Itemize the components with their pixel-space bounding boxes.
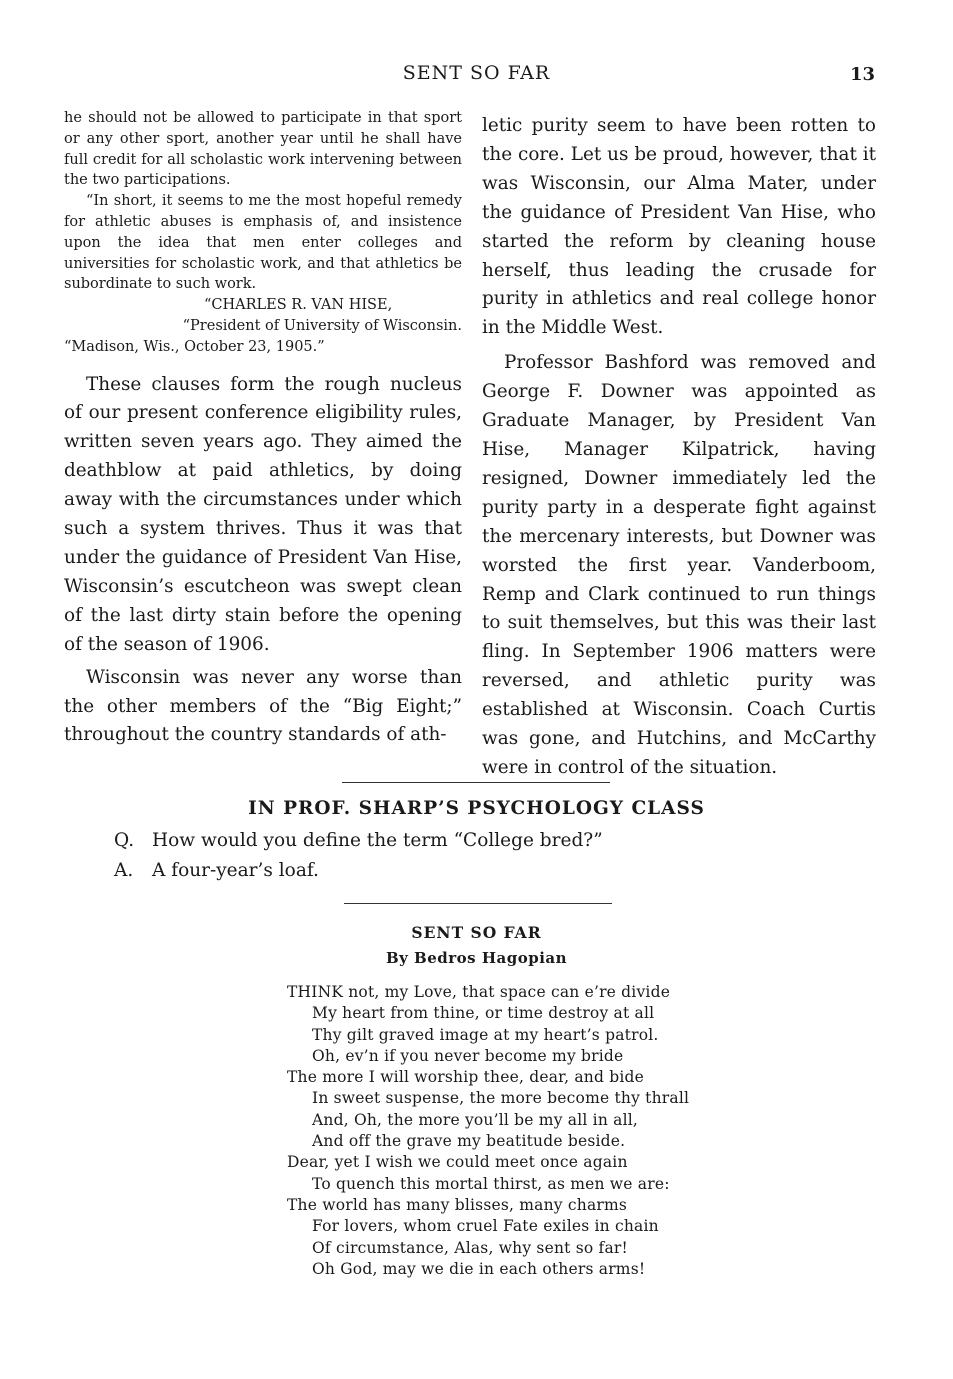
- answer-label: A.: [114, 860, 134, 881]
- section-divider: [342, 782, 610, 783]
- answer-line: [114, 860, 319, 881]
- poem-title: SENT SO FAR: [411, 923, 542, 942]
- paragraph: letic purity seem to have been rotten to the core. Let us be proud, however, that it was Wisconsin, our Alma Mater, under the guidance of President Van Hise, who started the reform by cleaning house herself, thus leading the crusade for purity in athletics and real college honor in the Middle West.: [482, 115, 876, 339]
- answer-text: A four-year’s loaf.: [152, 860, 319, 881]
- psychology-heading: IN PROF. SHARP’S PSYCHOLOGY CLASS: [248, 798, 705, 819]
- page-number: 13: [849, 64, 875, 85]
- quote-paragraph-2: “In short, it seems to me the most hopeful remedy for athletic abuses is emphasis of, and insistence upon the idea that men enter colleges and universities for scholastic work, and that athletics be subordinate to such work.: [64, 193, 462, 293]
- poem-line: Oh God, may we die in each others arms!: [312, 1259, 646, 1278]
- paragraph: Professor Bashford was removed and George F. Downer was appointed as Graduate Manager, by President Van Hise, Manager Kilpatrick, having resigned, Downer immediately led the purity party in a desperate fight against the mercenary interests, but Downer was worsted the first year. Vanderboom, Remp and Clark continued to run things to suit themselves, but this was their last fling. In September 1906 matters were reversed, and athletic purity was established at Wisconsin. Coach Curtis was gone, and Hutchins, and McCarthy were in control of the situation.: [482, 352, 876, 778]
- section-divider: [344, 903, 612, 904]
- left-column: [64, 108, 462, 750]
- question-text: How would you define the term “College bred?”: [152, 830, 603, 851]
- poem-line: To quench this mortal thirst, as men we are:: [312, 1174, 670, 1193]
- poem-line: THINK not, my Love, that space can e’re divide: [287, 983, 671, 1001]
- poem-line: Oh, ev’n if you never become my bride: [312, 1046, 624, 1065]
- quoted-letter: [64, 108, 462, 358]
- page-header: [0, 62, 953, 92]
- poem-line: The world has many blisses, many charms: [287, 1195, 628, 1214]
- right-column: [482, 112, 876, 783]
- poem-line: Dear, yet I wish we could meet once again: [287, 1153, 628, 1172]
- paragraph: These clauses form the rough nucleus of our present conference eligibility rules, written seven years ago. They aimed the deathblow at paid athletics, by doing away with the circumstances under which such a system thrives. Thus it was that under the guidance of President Van Hise, Wisconsin’s escutcheon was swept clean of the last dirty stain before the opening of the season of 1906.: [64, 373, 462, 655]
- poem-line: My heart from thine, or time destroy at all: [312, 1004, 655, 1023]
- quote-paragraph-1: he should not be allowed to participate in that sport or any other sport, another year until he shall have full credit for all scholastic work intervening between the two participations.: [64, 110, 462, 189]
- poem-line: In sweet suspense, the more become thy thrall: [312, 1089, 690, 1108]
- poem-line: And off the grave my beatitude beside.: [312, 1132, 626, 1151]
- signature-title: “President of University of Wisconsin.: [182, 317, 462, 334]
- poem-line: And, Oh, the more you’ll be my all in all,: [312, 1110, 639, 1129]
- question-line: [114, 830, 603, 851]
- question-label: Q.: [114, 830, 135, 851]
- poem-body: [287, 982, 707, 1280]
- left-body-text: [64, 371, 462, 751]
- right-body-text: [482, 112, 876, 783]
- running-title: SENT SO FAR: [402, 62, 551, 84]
- poem-author: By Bedros Hagopian: [385, 949, 568, 967]
- poem-line: For lovers, whom cruel Fate exiles in chain: [312, 1217, 659, 1236]
- poem-line: The more I will worship thee, dear, and bide: [287, 1068, 644, 1087]
- poem-line: Of circumstance, Alas, why sent so far!: [312, 1238, 628, 1257]
- signature-place-date: “Madison, Wis., October 23, 1905.”: [64, 338, 325, 355]
- poem-line: Thy gilt graved image at my heart’s patrol.: [312, 1025, 659, 1044]
- paragraph: Wisconsin was never any worse than the other members of the “Big Eight;” throughout the country standards of ath-: [64, 666, 462, 746]
- signature-name: “CHARLES R. VAN HISE,: [204, 297, 393, 314]
